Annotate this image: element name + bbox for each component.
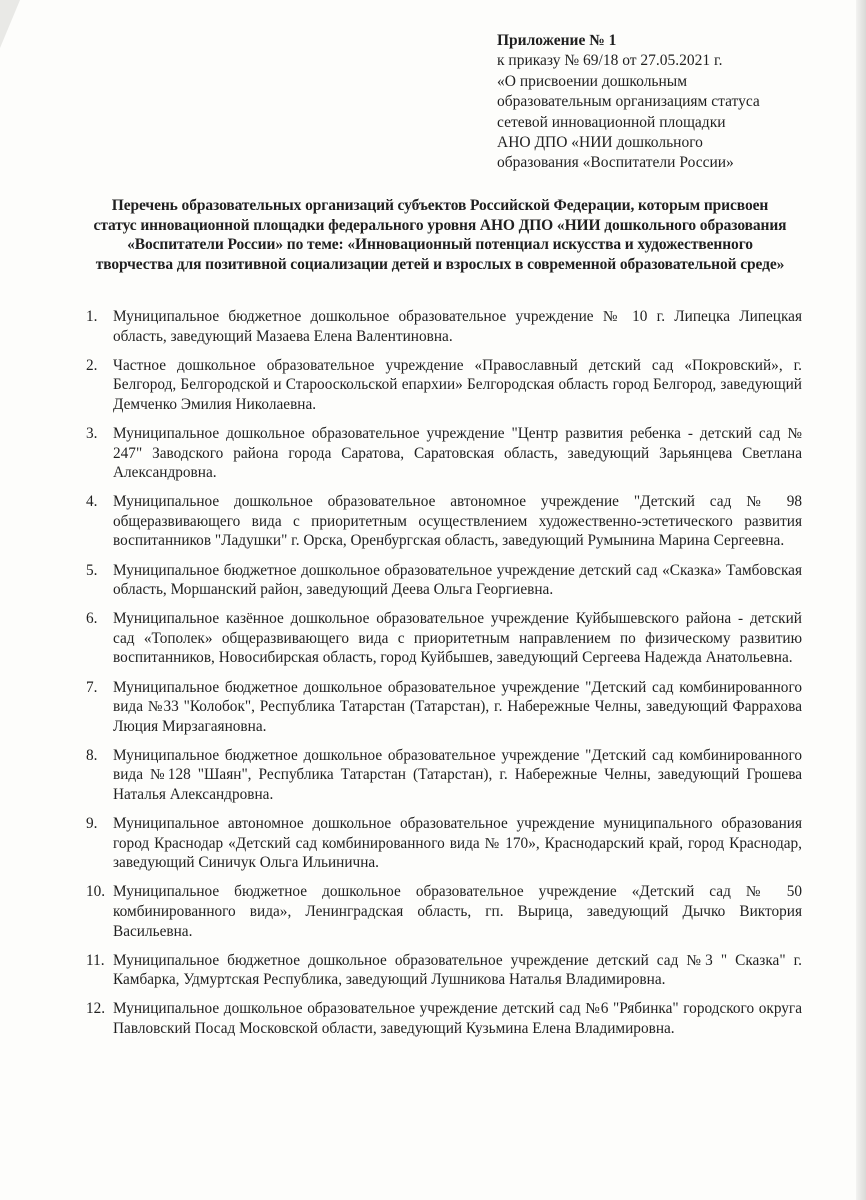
- list-item: [86, 424, 802, 483]
- item-number: 6.: [86, 610, 98, 628]
- organization-list: [86, 307, 802, 1048]
- scan-edge: [856, 0, 866, 1200]
- item-number: 1.: [86, 308, 98, 325]
- document-title: Перечень образовательных организаций субъектов Российской Федерации, которым присвоен статус инновационной площадки федерального уровня АНО ДПО «НИИ дошкольного образования «Воспитатели России» по теме: «Инновационный потенциал искусства и художественного творчества для позитивной социализации детей и взрослых в современной образовательной среде»: [93, 197, 787, 273]
- annex-line: АНО ДПО «НИИ дошкольного: [497, 134, 703, 152]
- item-number: 10.: [86, 883, 106, 901]
- list-item: [86, 814, 802, 873]
- item-text: Частное дошкольное образовательное учреждение «Православный детский сад «Покровский», г. Белгород, Белгородской и Старооскольской епархии» Белгородская область город Белгород, заведующий Демченко Эмилия Николаевна.: [113, 356, 802, 413]
- list-item: [86, 746, 802, 805]
- annex-header: [497, 31, 760, 174]
- page-corner-fold: [0, 0, 20, 48]
- item-number: 9.: [86, 815, 98, 833]
- list-item: [86, 999, 802, 1038]
- item-text: Муниципальное бюджетное дошкольное образовательное учреждение "Детский сад комбинированного вида №128 "Шаян", Республика Татарстан (Татарстан), г. Набережные Челны, заведующий Грошева Наталья Александровна.: [113, 746, 802, 803]
- list-item: [86, 356, 802, 415]
- annex-line: образовательным организациям статуса: [497, 93, 760, 111]
- item-number: 11.: [86, 951, 105, 969]
- item-text: Муниципальное казённое дошкольное образовательное учреждение Куйбышевского района - детский сад «Тополек» общеразвивающего вида с приоритетным направлением по физическому развитию воспитанников, Новосибирская область, город Куйбышев, заведующий Сергеева Надежда Анатольевна.: [113, 610, 802, 667]
- annex-title: Приложение № 1: [497, 32, 617, 49]
- item-text: Муниципальное бюджетное дошкольное образовательное учреждение «Детский сад № 50 комбинированного вида», Ленинградская область, гп. Вырица, заведующий Дычко Виктория Васильевна.: [113, 883, 802, 940]
- list-item: [86, 609, 802, 668]
- list-item: [86, 678, 802, 737]
- item-number: 5.: [86, 561, 98, 579]
- annex-line: образования «Воспитатели России»: [497, 154, 734, 172]
- item-text: Муниципальное автономное дошкольное образовательное учреждение муниципального образования город Краснодар «Детский сад комбинированного вида № 170», Краснодарский край, город Краснодар, заведующий Синичук Ольга Ильинична.: [113, 815, 802, 872]
- item-number: 8.: [86, 746, 98, 764]
- annex-line: сетевой инновационной площадки: [497, 113, 726, 131]
- item-number: 4.: [86, 493, 98, 511]
- annex-line: к приказу № 69/18 от 27.05.2021 г.: [497, 52, 723, 70]
- list-item: [86, 561, 802, 600]
- list-item: [86, 882, 802, 941]
- list-item: [86, 492, 802, 551]
- item-text: Муниципальное бюджетное дошкольное образовательное учреждение "Детский сад комбинированного вида №33 "Колобок", Республика Татарстан (Татарстан), г. Набережные Челны, заведующий Фаррахова Люция Мирзагаяновна.: [113, 678, 802, 735]
- item-number: 2.: [86, 356, 98, 374]
- item-text: Муниципальное бюджетное дошкольное образовательное учреждение детский сад «Сказка» Тамбовская область, Моршанский район, заведующий Деева Ольга Георгиевна.: [113, 561, 802, 599]
- list-item: [86, 951, 802, 990]
- item-text: Муниципальное дошкольное образовательное учреждение "Центр развития ребенка - детский сад № 247" Заводского района города Саратова, Саратовская область, заведующий Зарьянцева Светлана Александровна.: [113, 424, 802, 482]
- item-number: 3.: [86, 424, 98, 442]
- list-item: [86, 307, 802, 346]
- item-text: Муниципальное бюджетное дошкольное образовательное учреждение детский сад №3 " Сказка" г. Камбарка, Удмуртская Республика, заведующий Лушникова Наталья Владимировна.: [113, 951, 802, 989]
- annex-line: «О присвоении дошкольным: [497, 72, 688, 90]
- item-text: Муниципальное дошкольное образовательное учреждение детский сад №6 "Рябинка" городского округа Павловский Посад Московской области, заведующий Кузьмина Елена Владимировна.: [113, 1000, 802, 1037]
- item-text: Муниципальное бюджетное дошкольное образовательное учреждение № 10 г. Липецка Липецкая область, заведующий Мазаева Елена Валентиновна.: [113, 308, 802, 345]
- item-number: 7.: [86, 678, 98, 696]
- item-text: Муниципальное дошкольное образовательное автономное учреждение "Детский сад № 98 общеразвивающего вида с приоритетным осуществлением художественно-эстетического развития воспитанников "Ладушки" г. Орска, Оренбургская область, заведующий Румынина Марина Сергеевна.: [113, 493, 802, 550]
- item-number: 12.: [86, 1000, 106, 1018]
